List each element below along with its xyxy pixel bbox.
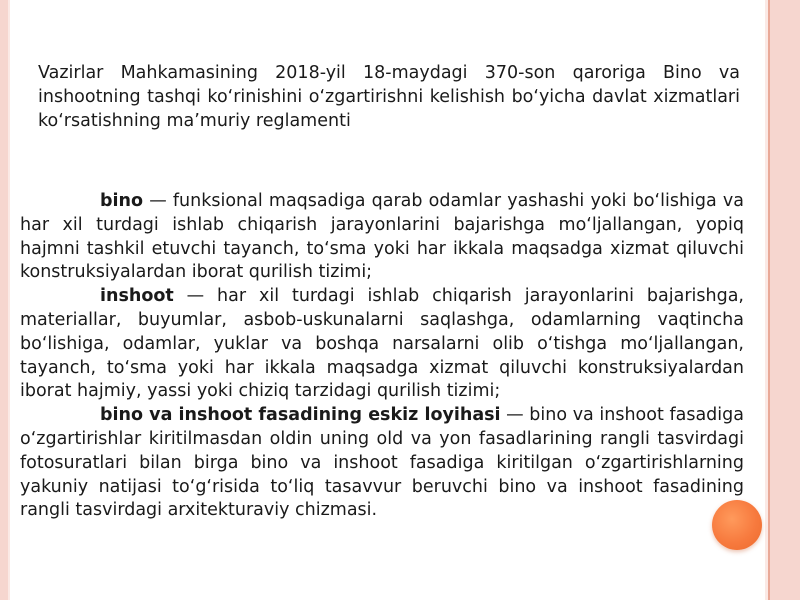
decorative-orange-circle	[712, 500, 762, 550]
term-eskiz-loyiha: bino va inshoot fasadining eskiz loyihasi	[100, 405, 501, 426]
definition-inshoot	[20, 285, 744, 404]
left-border-inner-strip	[8, 0, 10, 600]
left-border-strip	[0, 0, 8, 600]
definitions-body	[20, 190, 744, 523]
definition-bino	[20, 190, 744, 285]
right-border-strip	[770, 0, 800, 600]
term-inshoot: inshoot	[100, 286, 174, 307]
definition-text-eskiz-loyiha: — bino va inshoot fasadiga o‘zgartirishlar kiritilmasdan oldin uning old va yon fasadlarining rangli tasvirdagi fotosuratlari bilan birga bino va inshoot fasadiga kiritilgan o‘zgartirishlarning yakuniy natijasi to‘g‘risida to‘liq tasavvur beruvchi bino va inshoot fasadining rangli tasvirdagi arxitekturaviy chizmasi.	[20, 405, 744, 521]
definition-eskiz-loyiha	[20, 404, 744, 523]
definition-text-bino: — funksional maqsadiga qarab odamlar yashashi yoki bo‘lishiga va har xil turdagi ishlab chiqarish jarayonlarini bajarishga mo‘ljallangan, yopiq hajmni tashkil etuvchi tayanch, to‘sma yoki har ikkala maqsadga xizmat qiluvchi konstruksiyalardan iborat qurilish tizimi;	[20, 191, 744, 283]
slide-title: Vazirlar Mahkamasining 2018-yil 18-maydagi 370-son qaroriga Bino va inshootning tashqi ko‘rinishini o‘zgartirishni kelishish bo‘yicha davlat xizmatlari ko‘rsatishning ma’muriy reglamenti	[38, 63, 740, 131]
definition-text-inshoot: — har xil turdagi ishlab chiqarish jarayonlarini bajarishga, materiallar, buyumlar, asbob-uskunalarni saqlashga, odamlarning vaqtincha bo‘lishiga, odamlar, yuklar va boshqa narsalarni olib o‘tishga mo‘ljallangan, tayanch, to‘sma yoki har ikkala maqsadga xizmat qiluvchi konstruksiyalardan iborat hajmiy, yassi yoki chiziq tarzidagi qurilish tizimi;	[20, 286, 744, 402]
term-bino: bino	[100, 191, 144, 211]
